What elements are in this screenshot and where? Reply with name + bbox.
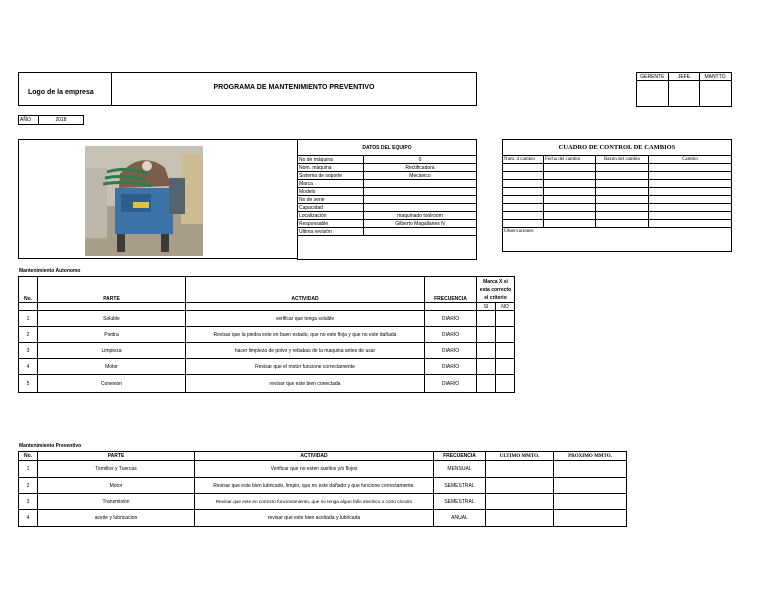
signature-cell[interactable] [700,81,732,107]
table-row-activity: revisar que este bien conectada [186,375,425,393]
autonomous-section-title: Mantenimiento Autonomo [19,268,81,274]
table-row-part: Tornillos y Tuercas [38,461,195,478]
change-cell[interactable] [596,164,649,172]
autonomous-header-frequency: FRECUENCIA [425,277,477,303]
table-row-part: Limpieza [38,343,186,359]
table-row-frequency: SEMESTRAL [434,478,486,494]
check-no-cell[interactable] [496,343,515,359]
last-maintenance-cell[interactable] [486,478,554,494]
check-no-cell[interactable] [496,359,515,375]
change-cell[interactable] [649,212,732,220]
table-row-frequency: DIARIO [425,327,477,343]
year-table [18,115,84,125]
change-cell[interactable] [544,196,596,204]
preventive-header-activity: ACTIVIDAD [195,452,434,461]
equipment-value[interactable] [364,188,477,196]
signature-cell[interactable] [637,81,669,107]
table-row-activity: verificar que tenga soluble [186,311,425,327]
change-cell[interactable] [596,212,649,220]
change-control-title: CUADRO DE CONTROL DE CAMBIOS [503,140,732,156]
table-row-frequency: DIARIO [425,375,477,393]
table-row-part: Motor [38,359,186,375]
check-si-cell[interactable] [477,311,496,327]
change-cell[interactable] [544,204,596,212]
change-cell[interactable] [649,172,732,180]
change-cell[interactable] [503,188,544,196]
signature-label-jefe: JEFE [668,73,700,81]
table-row-number: 4 [19,359,38,375]
change-cell[interactable] [596,180,649,188]
table-row-number: 2 [19,327,38,343]
table-row-number: 2 [19,478,38,494]
equipment-table [297,139,477,260]
machine-photo [85,146,203,256]
equipment-value[interactable]: Mecánico [364,172,477,180]
table-row-activity: Revisar que el motor funcione correctamente [186,359,425,375]
autonomous-header-mark: Marca X si esta correcto el criterio [477,277,515,303]
change-cell[interactable] [596,188,649,196]
logo-box [18,72,112,106]
table-row-activity: Verificar que no esten sueltos y/o flojos [195,461,434,478]
next-maintenance-cell[interactable] [554,494,627,510]
signature-cell[interactable] [668,81,700,107]
equipment-value[interactable]: Gilberto Magallanes N [364,220,477,228]
equipment-label: Responsable [298,220,364,228]
table-row-number: 1 [19,311,38,327]
change-cell[interactable] [649,164,732,172]
table-row-activity: Revisar que la piedra este en buen estado, que no este floja y que no este dañada [186,327,425,343]
equipment-label: Sistema de soporte [298,172,364,180]
change-header-reason: Razón del cambio [596,156,649,164]
change-cell[interactable] [544,172,596,180]
next-maintenance-cell[interactable] [554,510,627,527]
table-row-frequency: DIARIO [425,359,477,375]
preventive-header-part: PARTE [38,452,195,461]
change-cell[interactable] [649,196,732,204]
equipment-value[interactable] [364,180,477,188]
table-row-frequency: DIARIO [425,343,477,359]
page-title: PROGRAMA DE MANTENIMIENTO PREVENTIVO [213,84,375,91]
change-cell[interactable] [503,220,544,228]
check-si-cell[interactable] [477,343,496,359]
year-value[interactable]: 2018 [39,116,84,125]
table-row-frequency: MENSUAL [434,461,486,478]
equipment-label: Modelo [298,188,364,196]
preventive-header-frequency: FRECUENCIA [434,452,486,461]
preventive-table [18,451,627,527]
equipment-label: Nom. máquina [298,164,364,172]
autonomous-header-si: SI [477,303,496,311]
change-cell[interactable] [544,180,596,188]
equipment-value[interactable] [364,228,477,236]
last-maintenance-cell[interactable] [486,461,554,478]
table-row-number: 3 [19,343,38,359]
table-row-number: 1 [19,461,38,478]
preventive-header-no: No. [19,452,38,461]
equipment-label: Marca [298,180,364,188]
table-row-activity: hacer limpieza de polvo y rebabas de la maquina antes de usar [186,343,425,359]
check-si-cell[interactable] [477,375,496,393]
autonomous-header-activity: ACTIVIDAD [186,277,425,303]
table-row-part: Soluble [38,311,186,327]
change-cell[interactable] [503,164,544,172]
last-maintenance-cell[interactable] [486,494,554,510]
change-cell[interactable] [503,196,544,204]
title-box [111,72,477,106]
table-row-activity: Revisar que este en correcto funcionamiento, que no tenga algun fallo electrico o corto circuito [195,494,434,510]
autonomous-header-no-check: NO [496,303,515,311]
change-cell[interactable] [544,220,596,228]
signature-table [636,72,732,107]
table-row-part: aceite y lubricacion [38,510,195,527]
change-control-table [502,139,732,252]
change-cell[interactable] [596,204,649,212]
table-row-activity: Revisar que este bien lubricado, limpio, que no este dañado y que funcione correctamente. [195,478,434,494]
change-cell[interactable] [503,204,544,212]
equipment-blank-cell [298,236,477,260]
check-no-cell[interactable] [496,311,515,327]
check-no-cell[interactable] [496,375,515,393]
change-cell[interactable] [596,196,649,204]
next-maintenance-cell[interactable] [554,461,627,478]
table-row-part: Transmisión [38,494,195,510]
equipment-label: Última revisión [298,228,364,236]
change-header-date: Fecha del cambio [544,156,596,164]
change-header-num: Num. d cambio [503,156,544,164]
change-cell[interactable] [503,172,544,180]
check-si-cell[interactable] [477,359,496,375]
autonomous-table [18,276,515,393]
change-cell[interactable] [596,172,649,180]
table-row-number: 3 [19,494,38,510]
change-cell[interactable] [503,212,544,220]
signature-label-gerente: GERENTE [637,73,669,81]
equipment-value[interactable]: Rectificadora [364,164,477,172]
table-row-number: 4 [19,510,38,527]
equipment-label: Capacidad [298,204,364,212]
equipment-label: Localización [298,212,364,220]
signature-label-mantto: MANTTO. [700,73,732,81]
change-cell[interactable] [596,220,649,228]
preventive-header-last: ULTIMO MMTO. [486,452,554,461]
table-row-frequency: ANUAL [434,510,486,527]
change-cell[interactable] [503,180,544,188]
change-cell[interactable] [649,180,732,188]
check-si-cell[interactable] [477,327,496,343]
autonomous-header-no: No. [19,277,38,303]
equipment-value[interactable]: maquinado toolroom [364,212,477,220]
last-maintenance-cell[interactable] [486,510,554,527]
change-cell[interactable] [649,204,732,212]
logo-text: Logo de la empresa [28,89,94,96]
change-header-change: Cambio [649,156,732,164]
change-cell[interactable] [544,212,596,220]
equipment-value[interactable] [364,204,477,212]
change-cell[interactable] [544,188,596,196]
equipment-label: No de máquina [298,156,364,164]
table-row-frequency: SEMESTRAL [434,494,486,510]
observations-field[interactable]: Observaciones [503,228,732,252]
equipment-value[interactable] [364,196,477,204]
check-no-cell[interactable] [496,327,515,343]
table-row-number: 5 [19,375,38,393]
preventive-header-next: PROXIMO MMTO. [554,452,627,461]
change-cell[interactable] [649,188,732,196]
table-row-part: Conexion [38,375,186,393]
change-cell[interactable] [649,220,732,228]
table-row-part: Motor [38,478,195,494]
change-cell[interactable] [544,164,596,172]
equipment-value[interactable]: 0 [364,156,477,164]
preventive-section-title: Mantenimiento Preventivo [19,443,82,449]
table-row-part: Piedra [38,327,186,343]
equipment-label: No de serie [298,196,364,204]
year-label: AÑO [19,116,39,125]
autonomous-header-part: PARTE [38,277,186,303]
table-row-activity: revisar que este bien aceitada y lubricada [195,510,434,527]
equipment-title: DATOS DEL EQUIPO [298,140,477,156]
table-row-frequency: DIARIO [425,311,477,327]
next-maintenance-cell[interactable] [554,478,627,494]
